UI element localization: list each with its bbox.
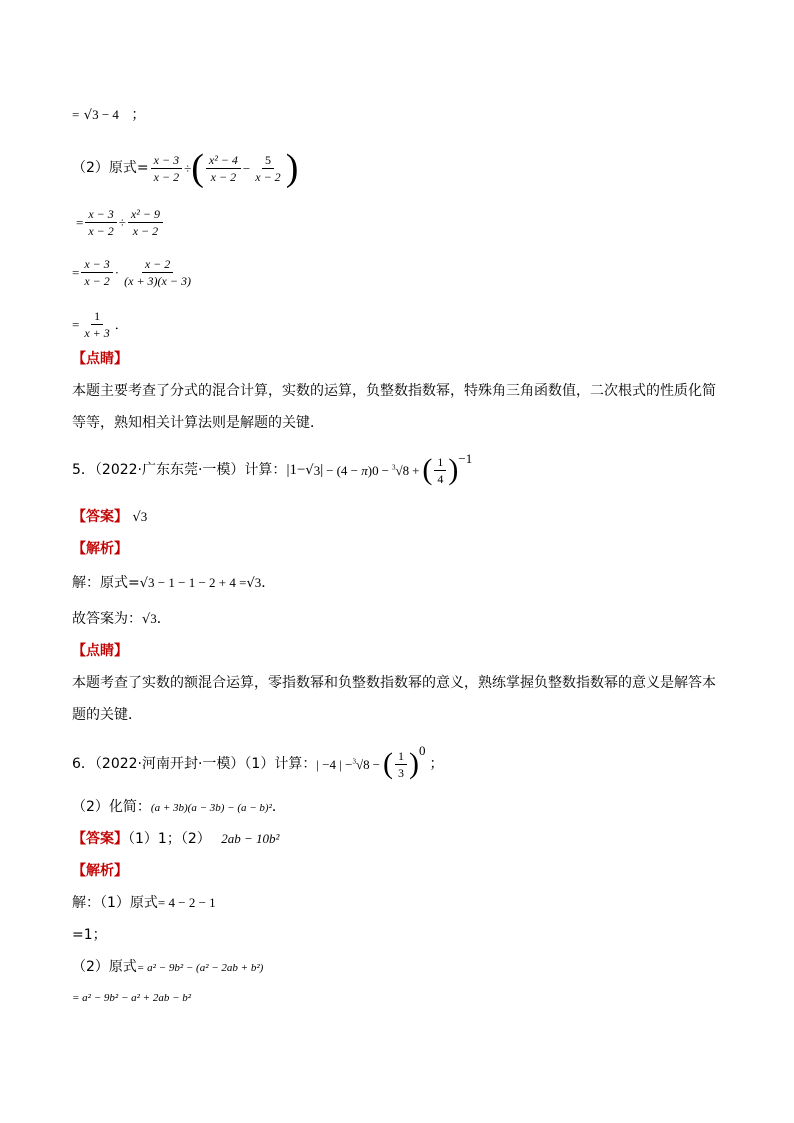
solution-6-line-3: （2）原式= a² − 9b² − (a² − 2ab + b²) <box>72 959 264 975</box>
line-4: = $\frac{x - 3}{x - 2}$ · $\frac{x - 2}{(x + 3)(x - 3)}$ <box>72 256 191 288</box>
question-6-part-2: （2）化简：(a + 3b)(a − 3b) − (a − b)²． <box>72 799 286 815</box>
line-5: = $\frac{1}{x + 3}$ ． <box>72 308 128 340</box>
line-3: = $\frac{x - 3}{x - 2}$ ÷ $\frac{\text{x² − 9}}{x - 2}$ <box>72 204 165 240</box>
question-5: 5．（2022·广东东莞·一模）计算： |1− √ 3 | − (4 − π) 0 − $^3$√8 + ( $\frac{1}{4}$ ) −1 <box>72 451 473 486</box>
answer-5: 【答案】 √3 <box>72 509 148 525</box>
dianjing-text-2b: 题的关键． <box>72 707 142 723</box>
line-1: = √3 − 4 ； <box>72 107 146 123</box>
question-6: 6．（2022·河南开封·一模）（1）计算： | −4 | − $^3$√8 − ( $\frac{1}{3}$ ) 0 ； <box>72 743 444 780</box>
dianjing-text-1b: 等等，熟知相关计算法则是解题的关键． <box>72 415 324 431</box>
solution-6-line-4: = a² − 9b² − a² + 2ab − b² <box>72 992 192 1004</box>
solution-6-line-1: 解：（1）原式= 4 − 2 − 1 <box>72 895 216 911</box>
jiexi-heading-6: 【解析】 <box>72 863 128 879</box>
final-answer-5: 故答案为：√3． <box>72 611 171 627</box>
line-2: （2）原式= $\frac{x - 3}{x - 2}$ ÷ ( $\frac{\text{x² − 4}}{x - 2}$ − $\frac{5}{x - 2}$ ) <box>72 147 299 189</box>
solution-6-line-2: =1； <box>72 927 107 943</box>
answer-6: 【答案】（1）1；（2） 2ab − 10b² <box>72 831 280 847</box>
dianjing-heading-2: 【点睛】 <box>72 643 128 659</box>
l1-math: 3 − 4 <box>92 107 119 122</box>
jiexi-heading-5: 【解析】 <box>72 541 128 557</box>
solution-5: 解：原式=√3 − 1 − 1 − 2 + 4 =√3． <box>72 575 276 591</box>
dianjing-heading-1: 【点睛】 <box>72 351 128 367</box>
dianjing-text-2a: 本题考查了实数的额混合运算，零指数幂和负整数指数幂的意义，熟练掌握负整数指数幂的意义是解答本 <box>72 675 716 691</box>
sqrt-icon: √ <box>83 108 93 123</box>
dianjing-text-1a: 本题主要考查了分式的混合计算，实数的运算，负整数指数幂，特殊角三角函数值，二次根式的性质化简 <box>72 383 716 399</box>
